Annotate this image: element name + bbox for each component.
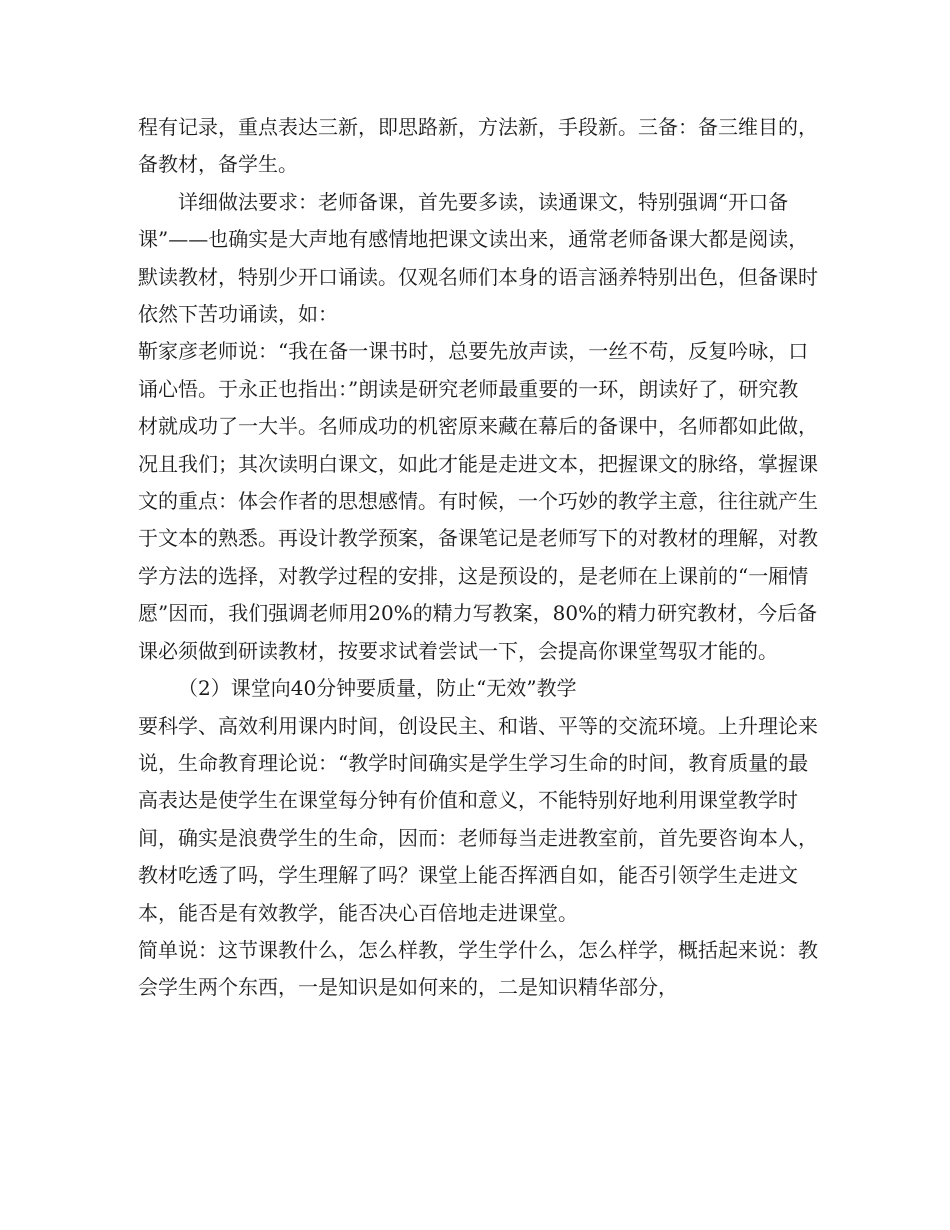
section-heading-2: （2）课堂向40分钟要质量，防止“无效”教学 (178, 676, 577, 701)
paragraph-4: 要科学、高效利用课内时间，创设民主、和谐、平等的交流环境。上升理论来说，生命教育理论说：“教学时间确实是学生学习生命的时间，教育质量的最高表达是使学生在课堂每分钟有价值和意义，不能特别好地利用课堂教学时间，确实是浪费学生的生命，因而：老师每当走进教室前，首先要咨询本人，教材吃透了吗，学生理解了吗？课堂上能否挥洒自如，能否引领学生走进文本，能否是有效教学，能否决心百倍地走进课堂。 (138, 713, 818, 925)
paragraph-5: 简单说：这节课教什么，怎么样教，学生学什么，怎么样学，概括起来说：教会学生两个东西，一是知识是如何来的，二是知识精华部分， (138, 937, 818, 1000)
paragraph-1: 程有记录，重点表达三新，即思路新，方法新，手段新。三备：备三维目的，备教材，备学生。 (138, 115, 818, 177)
paragraph-2: 详细做法要求：老师备课，首先要多读，读通课文，特别强调“开口备课”——也确实是大声地有感情地把课文读出来，通常老师备课大都是阅读，默读教材，特别少开口诵读。仅观名师们本身的语言涵养特别出色，但备课时依然下苦功诵读，如： (138, 189, 818, 327)
paragraph-3: 靳家彦老师说：“我在备一课书时，总要先放声读，一丝不苟，反复吟咏，口诵心悟。于永正也指出：”朗读是研究老师最重要的一环，朗读好了，研究教材就成功了一大半。名师成功的机密原来藏在幕后的备课中，名师都如此做，况且我们；其次读明白课文，如此才能是走进文本，把握课文的脉络，掌握课文的重点：体会作者的思想感情。有时候，一个巧妙的教学主意，往往就产生于文本的熟悉。再设计教学预案，备课笔记是老师写下的对教材的理解，对教学方法的选择，对教学过程的安排，这是预设的，是老师在上课前的“一厢情愿”因而，我们强调老师用20%的精力写教案，80%的精力研究教材，今后备课必须做到研读教材，按要求试着尝试一下，会提高你课堂驾驭才能的。 (138, 339, 818, 663)
document-body (138, 109, 818, 1007)
